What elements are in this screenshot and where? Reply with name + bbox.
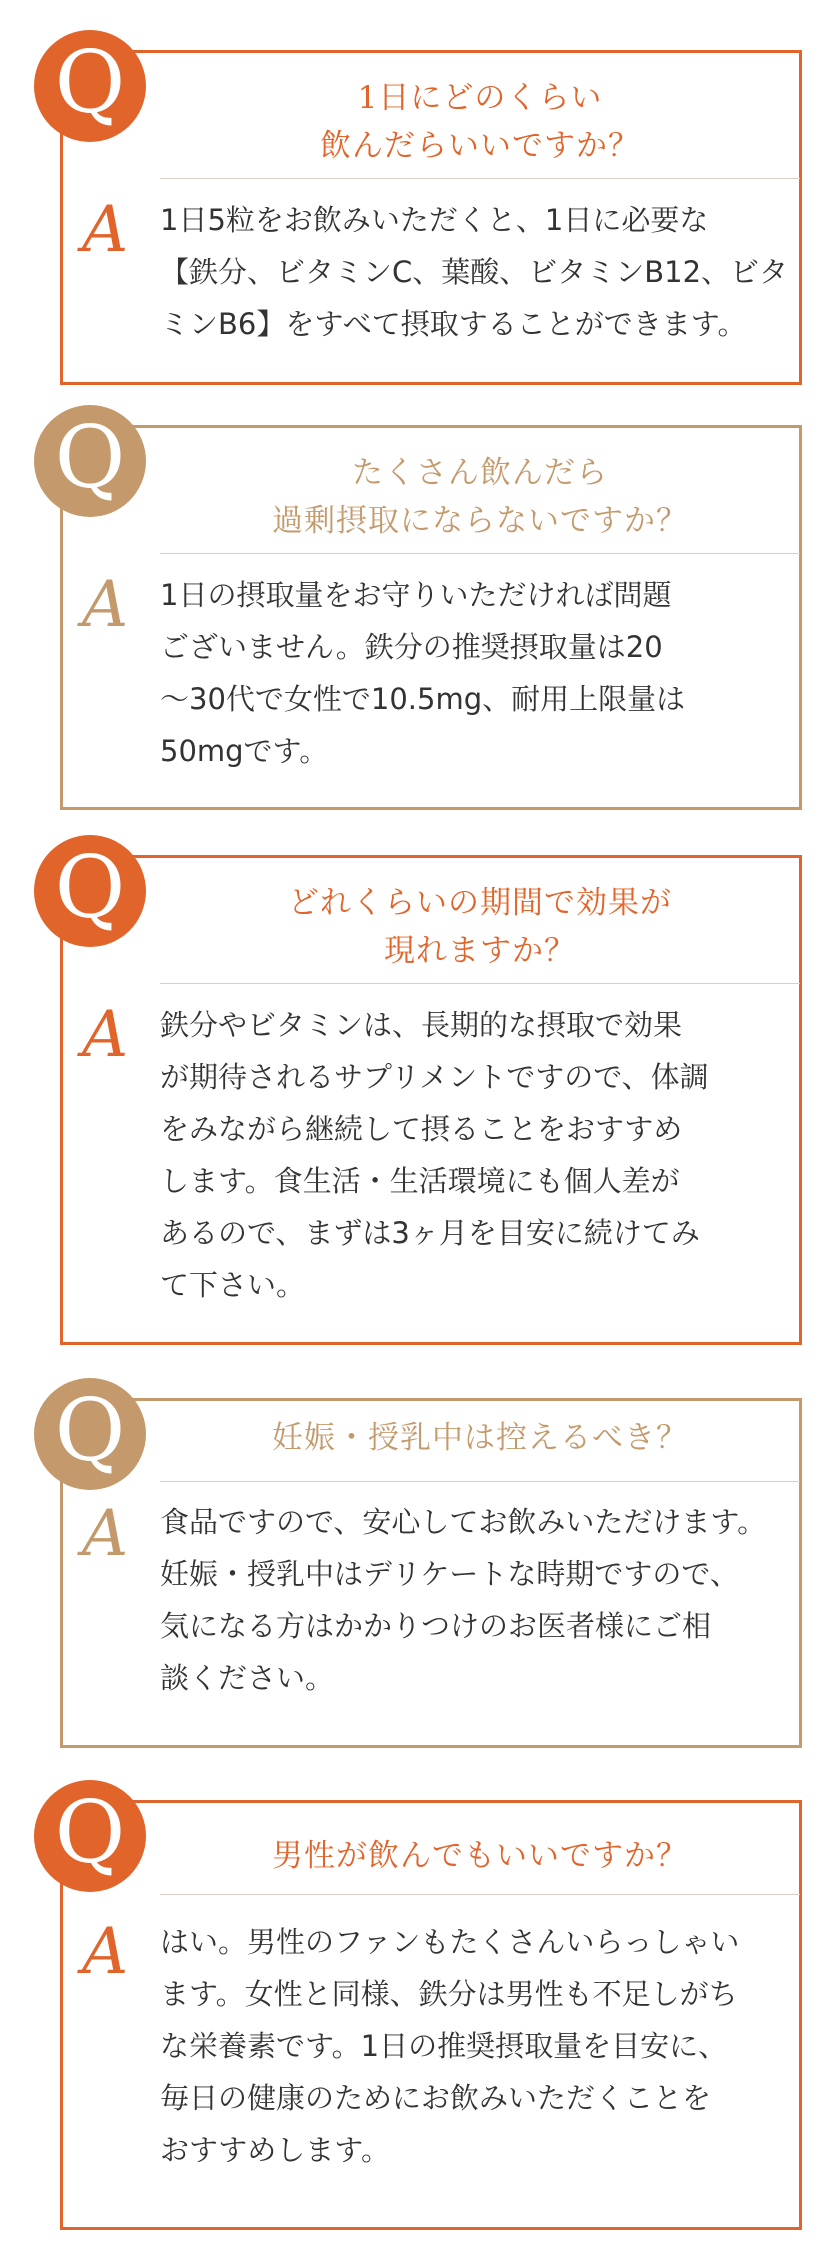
question-divider: [160, 553, 800, 554]
q-badge-icon: Q: [34, 1378, 146, 1490]
q-badge-icon: Q: [34, 835, 146, 947]
answer-text: 1日の摂取量をお守りいただければ問題 ございません。鉄分の推奨摂取量は20 〜30代で女性で10.5mg、耐用上限量は 50mgです。: [160, 578, 686, 768]
question-text: 1日にどのくらい 飲んだらいいですか？: [320, 80, 640, 164]
answer-text: はい。男性のファンもたくさんいらっしゃい ます。女性と同様、鉄分は男性も不足しがち な栄養素です。1日の推奨摂取量を目安に、 毎日の健康のためにお飲みいただくことを おすすめします。: [160, 1925, 740, 2167]
a-mark-icon: A: [82, 1497, 129, 1571]
q-badge-icon: Q: [34, 1780, 146, 1892]
answer-text: 鉄分やビタミンは、長期的な摂取で効果 が期待されるサプリメントですので、体調 をみながら継続して摂ることをおすすめ します。食生活・生活環境にも個人差が あるので、まずは3ヶ月を目安に続けてみ て下さい。: [160, 1008, 709, 1302]
answer-text: 1日5粒をお飲みいただくと、1日に必要な 【鉄分、ビタミンC、葉酸、ビタミンB12、ビタ ミンB6】をすべて摂取することができます。: [160, 203, 789, 341]
faq-item-3: [0, 835, 840, 1345]
q-badge-icon: Q: [34, 30, 146, 142]
faq-item-5: [0, 1780, 840, 2230]
faq-item-2: [0, 405, 840, 810]
a-mark-icon: A: [82, 1915, 129, 1989]
answer-text: 食品ですので、安心してお飲みいただけます。 妊娠・授乳中はデリケートな時期ですので、 気になる方はかかりつけのお医者様にご相 談ください。: [160, 1505, 767, 1695]
faq-item-4: [0, 1378, 840, 1748]
q-badge-icon: Q: [34, 405, 146, 517]
question-text: 妊娠・授乳中は控えるべき？: [272, 1420, 688, 1456]
a-mark-icon: A: [82, 568, 129, 642]
a-mark-icon: A: [82, 193, 129, 267]
question-text: 男性が飲んでもいいですか？: [272, 1838, 688, 1874]
a-mark-icon: A: [82, 998, 129, 1072]
question-text: たくさん飲んだら 過剰摂取にならないですか？: [272, 455, 688, 539]
question-divider: [160, 1894, 800, 1895]
question-divider: [160, 983, 800, 984]
faq-item-1: [0, 30, 840, 385]
question-divider: [160, 1481, 800, 1482]
question-divider: [160, 178, 800, 179]
question-text: どれくらいの期間で効果が 現れますか？: [288, 885, 672, 969]
